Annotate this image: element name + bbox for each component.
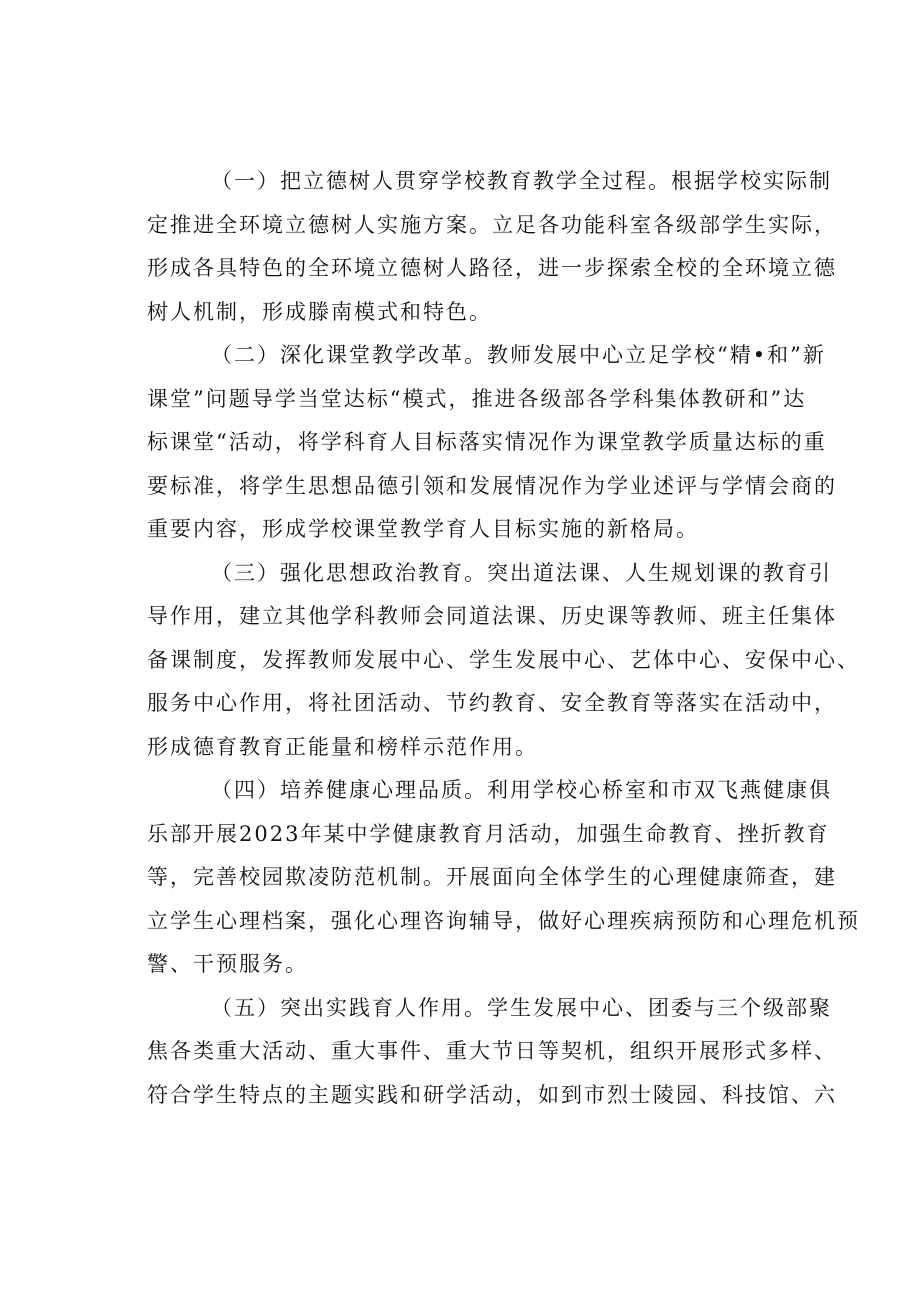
- paragraph-line: 服务中心作用，将社团活动、节约教育、安全教育等落实在活动中，: [147, 691, 837, 715]
- paragraph-line: （三）强化思想政治教育。突出道法课、人生规划课的教育引: [211, 560, 832, 585]
- paragraph-line: 立学生心理档案，强化心理咨询辅导，做好心理疾病预防和心理危机预: [147, 908, 860, 933]
- paragraph-line: 等，完善校园欺凌防范机制。开展面向全体学生的心理健康筛查，建: [147, 865, 837, 889]
- paragraph-line: 形成各具特色的全环境立德树人路径，进一步探索全校的全环境立德: [147, 256, 837, 280]
- paragraph-line: 乐部开展2023年某中学健康教育月活动，加强生命教育、挫折教育: [147, 821, 830, 846]
- document-body: [147, 160, 860, 1117]
- paragraph-line: （四）培养健康心理品质。利用学校心桥室和市双飞燕健康俱: [211, 778, 832, 802]
- paragraph-4: [147, 769, 860, 987]
- paragraph-line: 重要内容，形成学校课堂教学育人目标实施的新格局。: [147, 517, 699, 541]
- paragraph-line: （一）把立德树人贯穿学校教育教学全过程。根据学校实际制: [211, 169, 832, 193]
- paragraph-line: 焦各类重大活动、重大事件、重大节日等契机，组织开展形式多样、: [147, 1039, 837, 1063]
- paragraph-line: （二）深化课堂教学改革。教师发展中心立足学校“精•和”新: [211, 343, 826, 367]
- paragraph-line: 定推进全环境立德树人实施方案。立足各功能科室各级部学生实际，: [147, 212, 837, 237]
- paragraph-line: （五）突出实践育人作用。学生发展中心、团委与三个级部聚: [211, 995, 832, 1020]
- paragraph-3: [147, 552, 860, 770]
- paragraph-line: 课堂”问题导学当堂达标“模式，推进各级部各学科集体教研和”达: [147, 386, 807, 411]
- paragraph-line: 形成德育教育正能量和榜样示范作用。: [147, 734, 538, 759]
- paragraph-line: 导作用，建立其他学科教师会同道法课、历史课等教师、班主任集体: [147, 604, 837, 628]
- paragraph-line: 备课制度，发挥教师发展中心、学生发展中心、艺体中心、安保中心、: [147, 647, 860, 672]
- paragraph-line: 要标准，将学生思想品德引领和发展情况作为学业述评与学情会商的: [147, 473, 837, 498]
- paragraph-line: 标课堂“活动，将学科育人目标落实情况作为课堂教学质量达标的重: [147, 430, 827, 454]
- paragraph-1: [147, 160, 837, 334]
- paragraph-line: 符合学生特点的主题实践和研学活动，如到市烈士陵园、科技馆、六: [147, 1082, 837, 1107]
- paragraph-2: [147, 334, 837, 552]
- paragraph-line: 警、干预服务。: [147, 952, 308, 976]
- paragraph-5: [147, 987, 837, 1118]
- paragraph-line: 树人机制，形成滕南模式和特色。: [147, 299, 492, 324]
